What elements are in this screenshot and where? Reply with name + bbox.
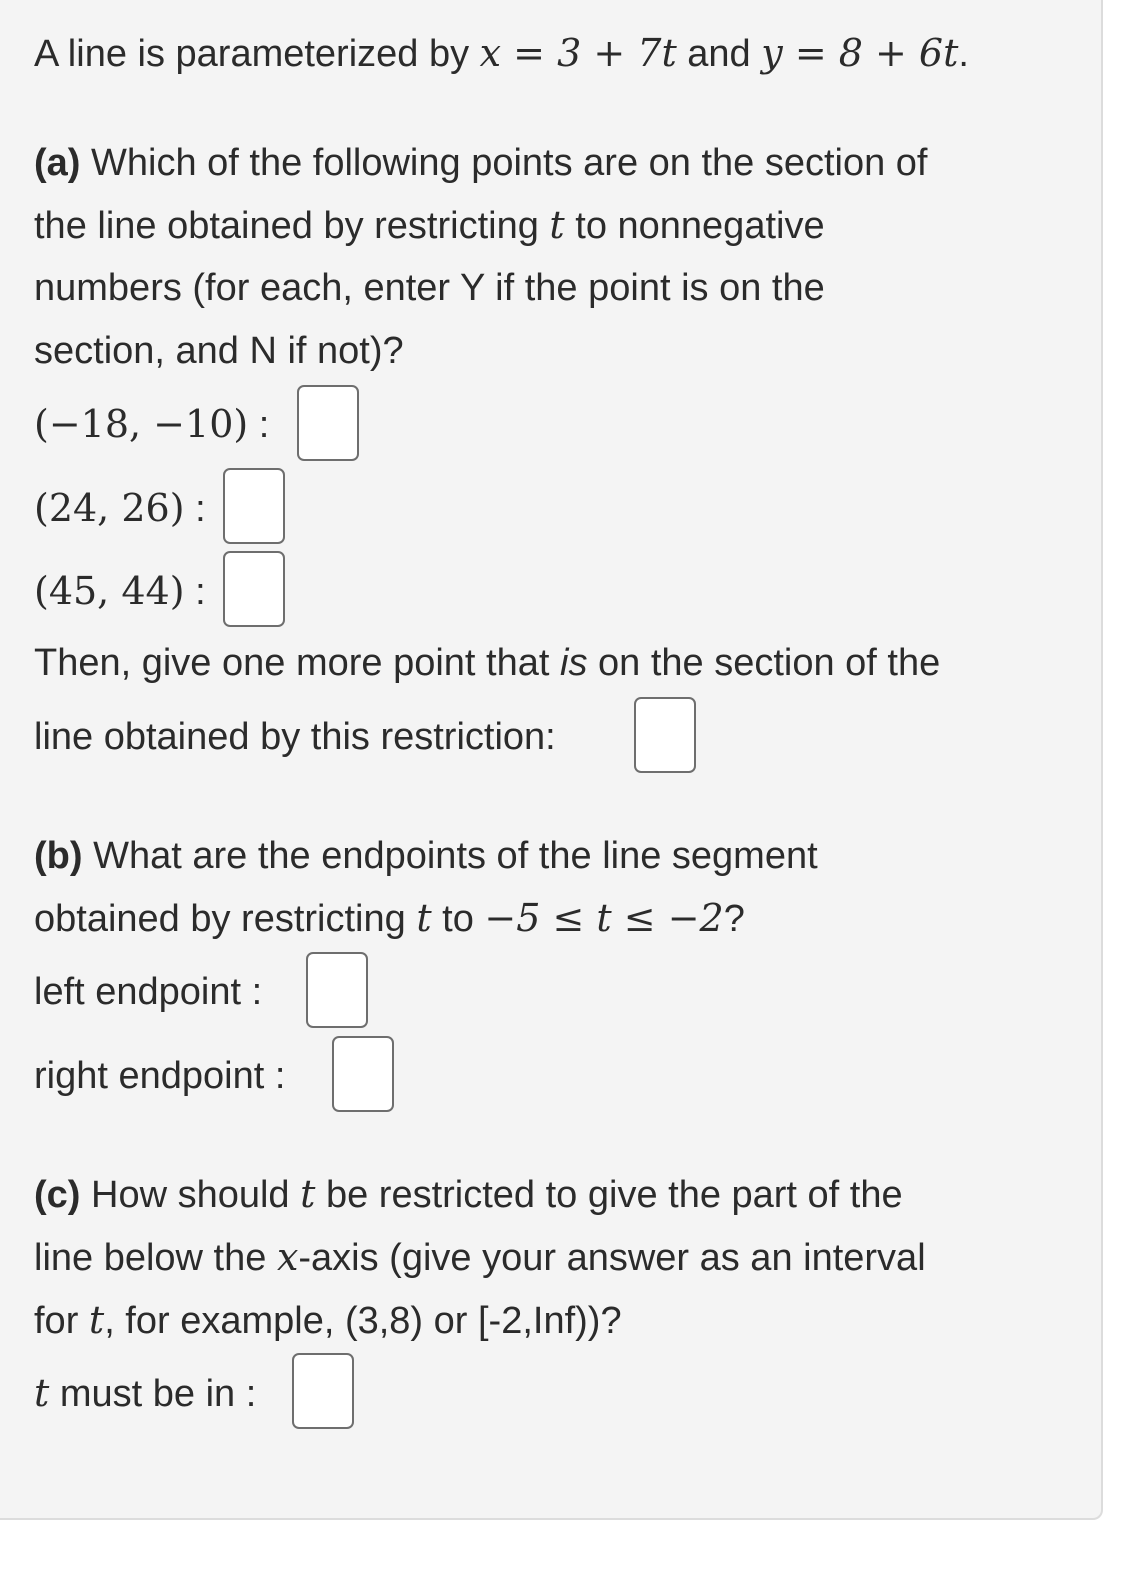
t-interval-label: t must be in : bbox=[34, 1371, 257, 1415]
part-a-line1: (a) Which of the following points are on the section of bbox=[34, 142, 928, 184]
x-equation: x = 3 + 7t bbox=[479, 31, 677, 75]
part-b-line2: obtained by restricting t to −5 ≤ t ≤ −2? bbox=[34, 896, 745, 940]
point-2-answer-input[interactable] bbox=[223, 468, 285, 544]
part-c-line3: for t, for example, (3,8) or [-2,Inf))? bbox=[34, 1298, 622, 1342]
part-a-line4: section, and N if not)? bbox=[34, 330, 404, 372]
t-interval-input[interactable] bbox=[292, 1353, 354, 1429]
point-3-label: (45, 44) : bbox=[34, 569, 206, 613]
part-b-line1: (b) What are the endpoints of the line segment bbox=[34, 835, 818, 877]
part-a-label: (a) bbox=[34, 142, 81, 184]
part-a-line2: the line obtained by restricting t to nonnegative bbox=[34, 203, 825, 247]
right-endpoint-input[interactable] bbox=[332, 1036, 394, 1112]
right-endpoint-label: right endpoint : bbox=[34, 1055, 286, 1097]
left-endpoint-label: left endpoint : bbox=[34, 971, 263, 1013]
part-a-then-line1: Then, give one more point that is on the section of the bbox=[34, 642, 941, 684]
point-1-label: (−18, −10) : bbox=[34, 402, 270, 446]
point-1-answer-input[interactable] bbox=[297, 385, 359, 461]
extra-point-input[interactable] bbox=[634, 697, 696, 773]
part-c-label: (c) bbox=[34, 1174, 81, 1216]
part-c-line2: line below the x-axis (give your answer as an interval bbox=[34, 1235, 926, 1279]
t-inequality: −5 ≤ t ≤ −2 bbox=[484, 896, 724, 940]
point-2-label: (24, 26) : bbox=[34, 486, 206, 530]
y-equation: y = 8 + 6t bbox=[761, 31, 959, 75]
left-endpoint-input[interactable] bbox=[306, 952, 368, 1028]
part-a-line3: numbers (for each, enter Y if the point is on the bbox=[34, 267, 825, 309]
part-b-label: (b) bbox=[34, 835, 83, 877]
part-a-then-line2: line obtained by this restriction: bbox=[34, 716, 556, 758]
part-c-line1: (c) How should t be restricted to give the part of the bbox=[34, 1172, 903, 1216]
point-3-answer-input[interactable] bbox=[223, 551, 285, 627]
problem-intro: A line is parameterized by x = 3 + 7t and y = 8 + 6t. bbox=[34, 31, 969, 75]
